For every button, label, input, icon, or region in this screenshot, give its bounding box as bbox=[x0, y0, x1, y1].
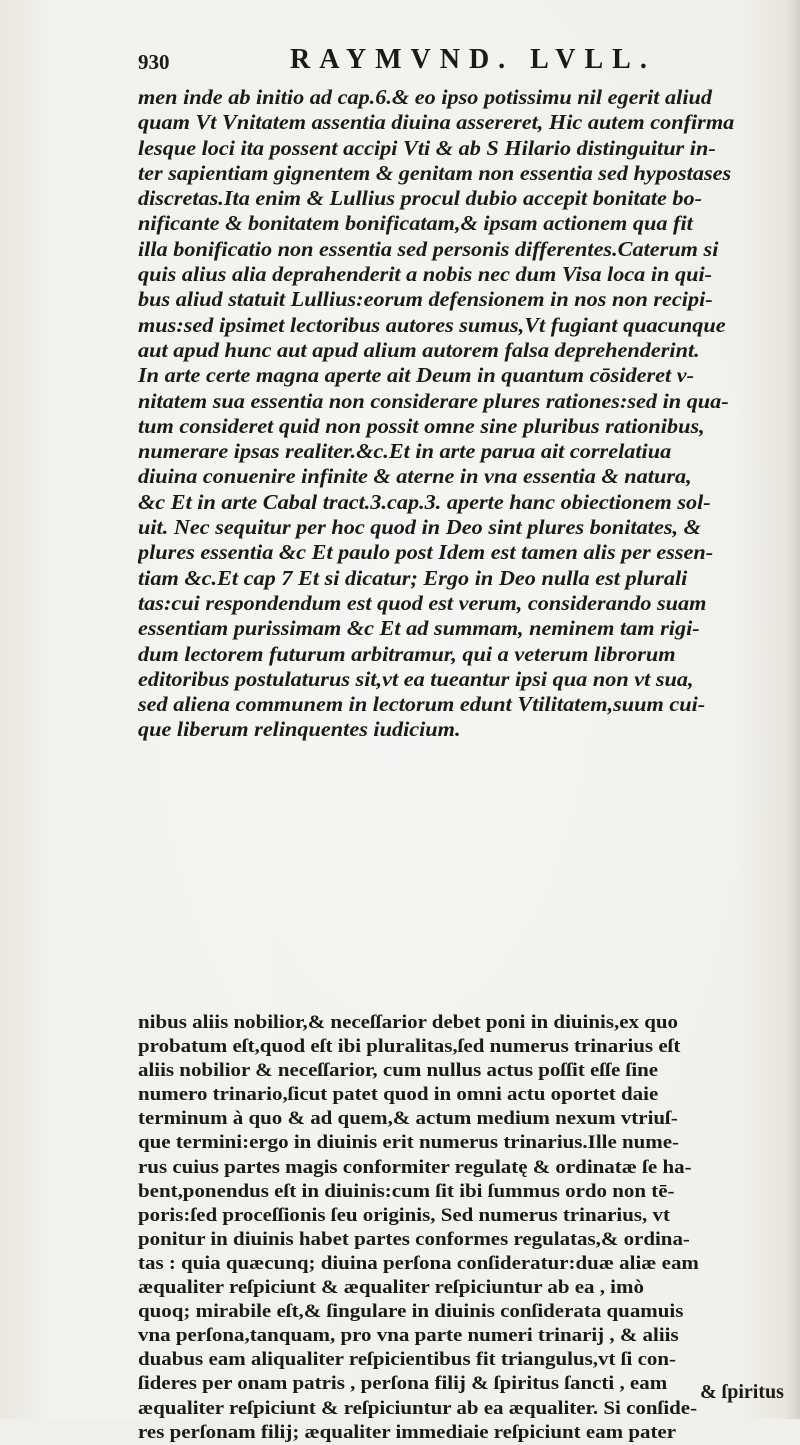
text-line: duabus eam aliqualiter reſpicientibus fit triangulus,vt ſi con- bbox=[138, 1349, 676, 1371]
text-line: res perſonam filij; æqualiter immediaie reſpiciunt eam pater bbox=[138, 1421, 677, 1443]
text-line: probatum eſt,quod eſt ibi pluralitas,ſed numerus trinarius eſt bbox=[138, 1036, 681, 1058]
text-line: nitatem sua essentia non considerare plures rationes:sed in qua- bbox=[138, 390, 729, 413]
page-header bbox=[0, 44, 800, 84]
text-line: ter sapientiam gignentem & genitam non essentia sed hypostases bbox=[138, 162, 732, 185]
text-line: ponitur in diuinis habet partes conformes regulatas,& ordina- bbox=[138, 1228, 690, 1250]
text-line: aut apud hunc aut apud alium autorem falsa deprehenderint. bbox=[138, 339, 700, 362]
text-line: tas:cui respondendum est quod est verum, considerando suam bbox=[138, 592, 707, 615]
italic-commentary bbox=[138, 86, 768, 744]
text-line: dum lectorem futurum arbitramur, qui a veterum librorum bbox=[138, 643, 676, 666]
text-line: æqualiter reſpiciunt & reſpiciuntur ab ea æqualiter. Si conſide- bbox=[138, 1397, 698, 1419]
text-line: nificante & bonitatem bonificatam,& ipsam actionem qua fit bbox=[138, 213, 693, 236]
text-line: tiam &c.Et cap 7 Et si dicatur; Ergo in Deo nulla est plurali bbox=[138, 567, 688, 590]
text-line: plures essentia &c Et paulo post Idem est tamen alis per essen- bbox=[138, 542, 714, 565]
text-line: &c Et in arte Cabal tract.3.cap.3. aperte hanc obiectionem sol- bbox=[138, 491, 711, 514]
text-line: que termini:ergo in diuinis erit numerus trinarius.Ille nume- bbox=[138, 1132, 679, 1154]
text-line: tum consideret quid non possit omne sine pluribus rationibus, bbox=[138, 415, 705, 438]
text-line: editoribus postulaturus sit,vt ea tueantur ipsi qua non vt sua, bbox=[138, 668, 694, 691]
text-line: rus cuius partes magis conformiter regulatę & ordinatæ ſe ha- bbox=[138, 1156, 692, 1178]
text-line: aliis nobilior & neceſſarior, cum nullus actus poſſit eſſe ſine bbox=[138, 1060, 659, 1082]
text-line: æqualiter reſpiciunt & æqualiter reſpiciuntur ab ea , imò bbox=[138, 1277, 644, 1299]
text-line: poris:ſed proceſſionis ſeu originis, Sed numerus trinarius, vt bbox=[138, 1204, 670, 1226]
text-line: diuina conuenire infinite & aterne in vna essentia & natura, bbox=[138, 466, 692, 489]
text-line: mus:sed ipsimet lectoribus autores sumus,Vt fugiant quacunque bbox=[138, 314, 726, 337]
text-line: terminum à quo & ad quem,& actum medium nexum vtriuſ- bbox=[138, 1108, 678, 1130]
text-line: bus aliud statuit Lullius:eorum defensionem in nos non recipi- bbox=[138, 289, 713, 312]
text-line: numerare ipsas realiter.&c.Et in arte parua ait correlatiua bbox=[138, 441, 672, 464]
text-line: discretas.Ita enim & Lullius procul dubio accepit bonitate bo- bbox=[138, 188, 703, 211]
text-line: quoq; mirabile eſt,& ſingulare in diuinis conſiderata quamuis bbox=[138, 1301, 684, 1323]
text-line: men inde ab initio ad cap.6.& eo ipso potissimu nil egerit aliud bbox=[138, 87, 713, 109]
text-line: numero trinario,ſicut patet quod in omni actu oportet daie bbox=[138, 1084, 659, 1106]
text-line: quam Vt Vnitatem assentia diuina assereret, Hic autem confirma bbox=[138, 112, 735, 135]
text-line: essentiam purissimam &c Et ad summam, neminem tam rigi- bbox=[138, 618, 700, 641]
text-line: que liberum relinquentes iudicium. bbox=[138, 719, 461, 742]
text-line: vna perſona,tanquam, pro vna parte numeri trinarij , & aliis bbox=[138, 1325, 679, 1347]
page-edge-shadow bbox=[786, 0, 800, 1419]
page-number: 930 bbox=[138, 50, 170, 74]
text-line: uit. Nec sequitur per hoc quod in Deo sint plures bonitates, & bbox=[138, 517, 701, 540]
text-line: In arte certe magna aperte ait Deum in quantum cōsideret v- bbox=[138, 365, 695, 388]
text-line: quis alius alia deprahenderit a nobis nec dum Visa loca in qui- bbox=[138, 264, 713, 287]
text-line: illa bonificatio non essentia sed personis differentes.Caterum si bbox=[138, 238, 719, 261]
text-line: ſideres per onam patris , perſona filij & ſpiritus ſancti , eam bbox=[138, 1373, 668, 1395]
text-line: nibus aliis nobilior,& neceſſarior debet poni in diuinis,ex quo bbox=[138, 1012, 678, 1033]
roman-body-text bbox=[138, 1011, 768, 1445]
text-line: sed aliena communem in lectorum edunt Vtilitatem,suum cui- bbox=[138, 694, 706, 717]
text-line: bent,ponendus eſt in diuinis:cum ſit ibi ſummus ordo non tē- bbox=[138, 1180, 675, 1202]
text-line: tas : quia quæcunq; diuina perſona conſideratur:duæ aliæ eam bbox=[138, 1252, 699, 1274]
text-line: lesque loci ita possent accipi Vti & ab S Hilario distinguitur in- bbox=[138, 137, 716, 160]
catchword: & ſpiritus bbox=[700, 1381, 784, 1403]
running-head: RAYMVND. LVLL. bbox=[290, 44, 656, 75]
